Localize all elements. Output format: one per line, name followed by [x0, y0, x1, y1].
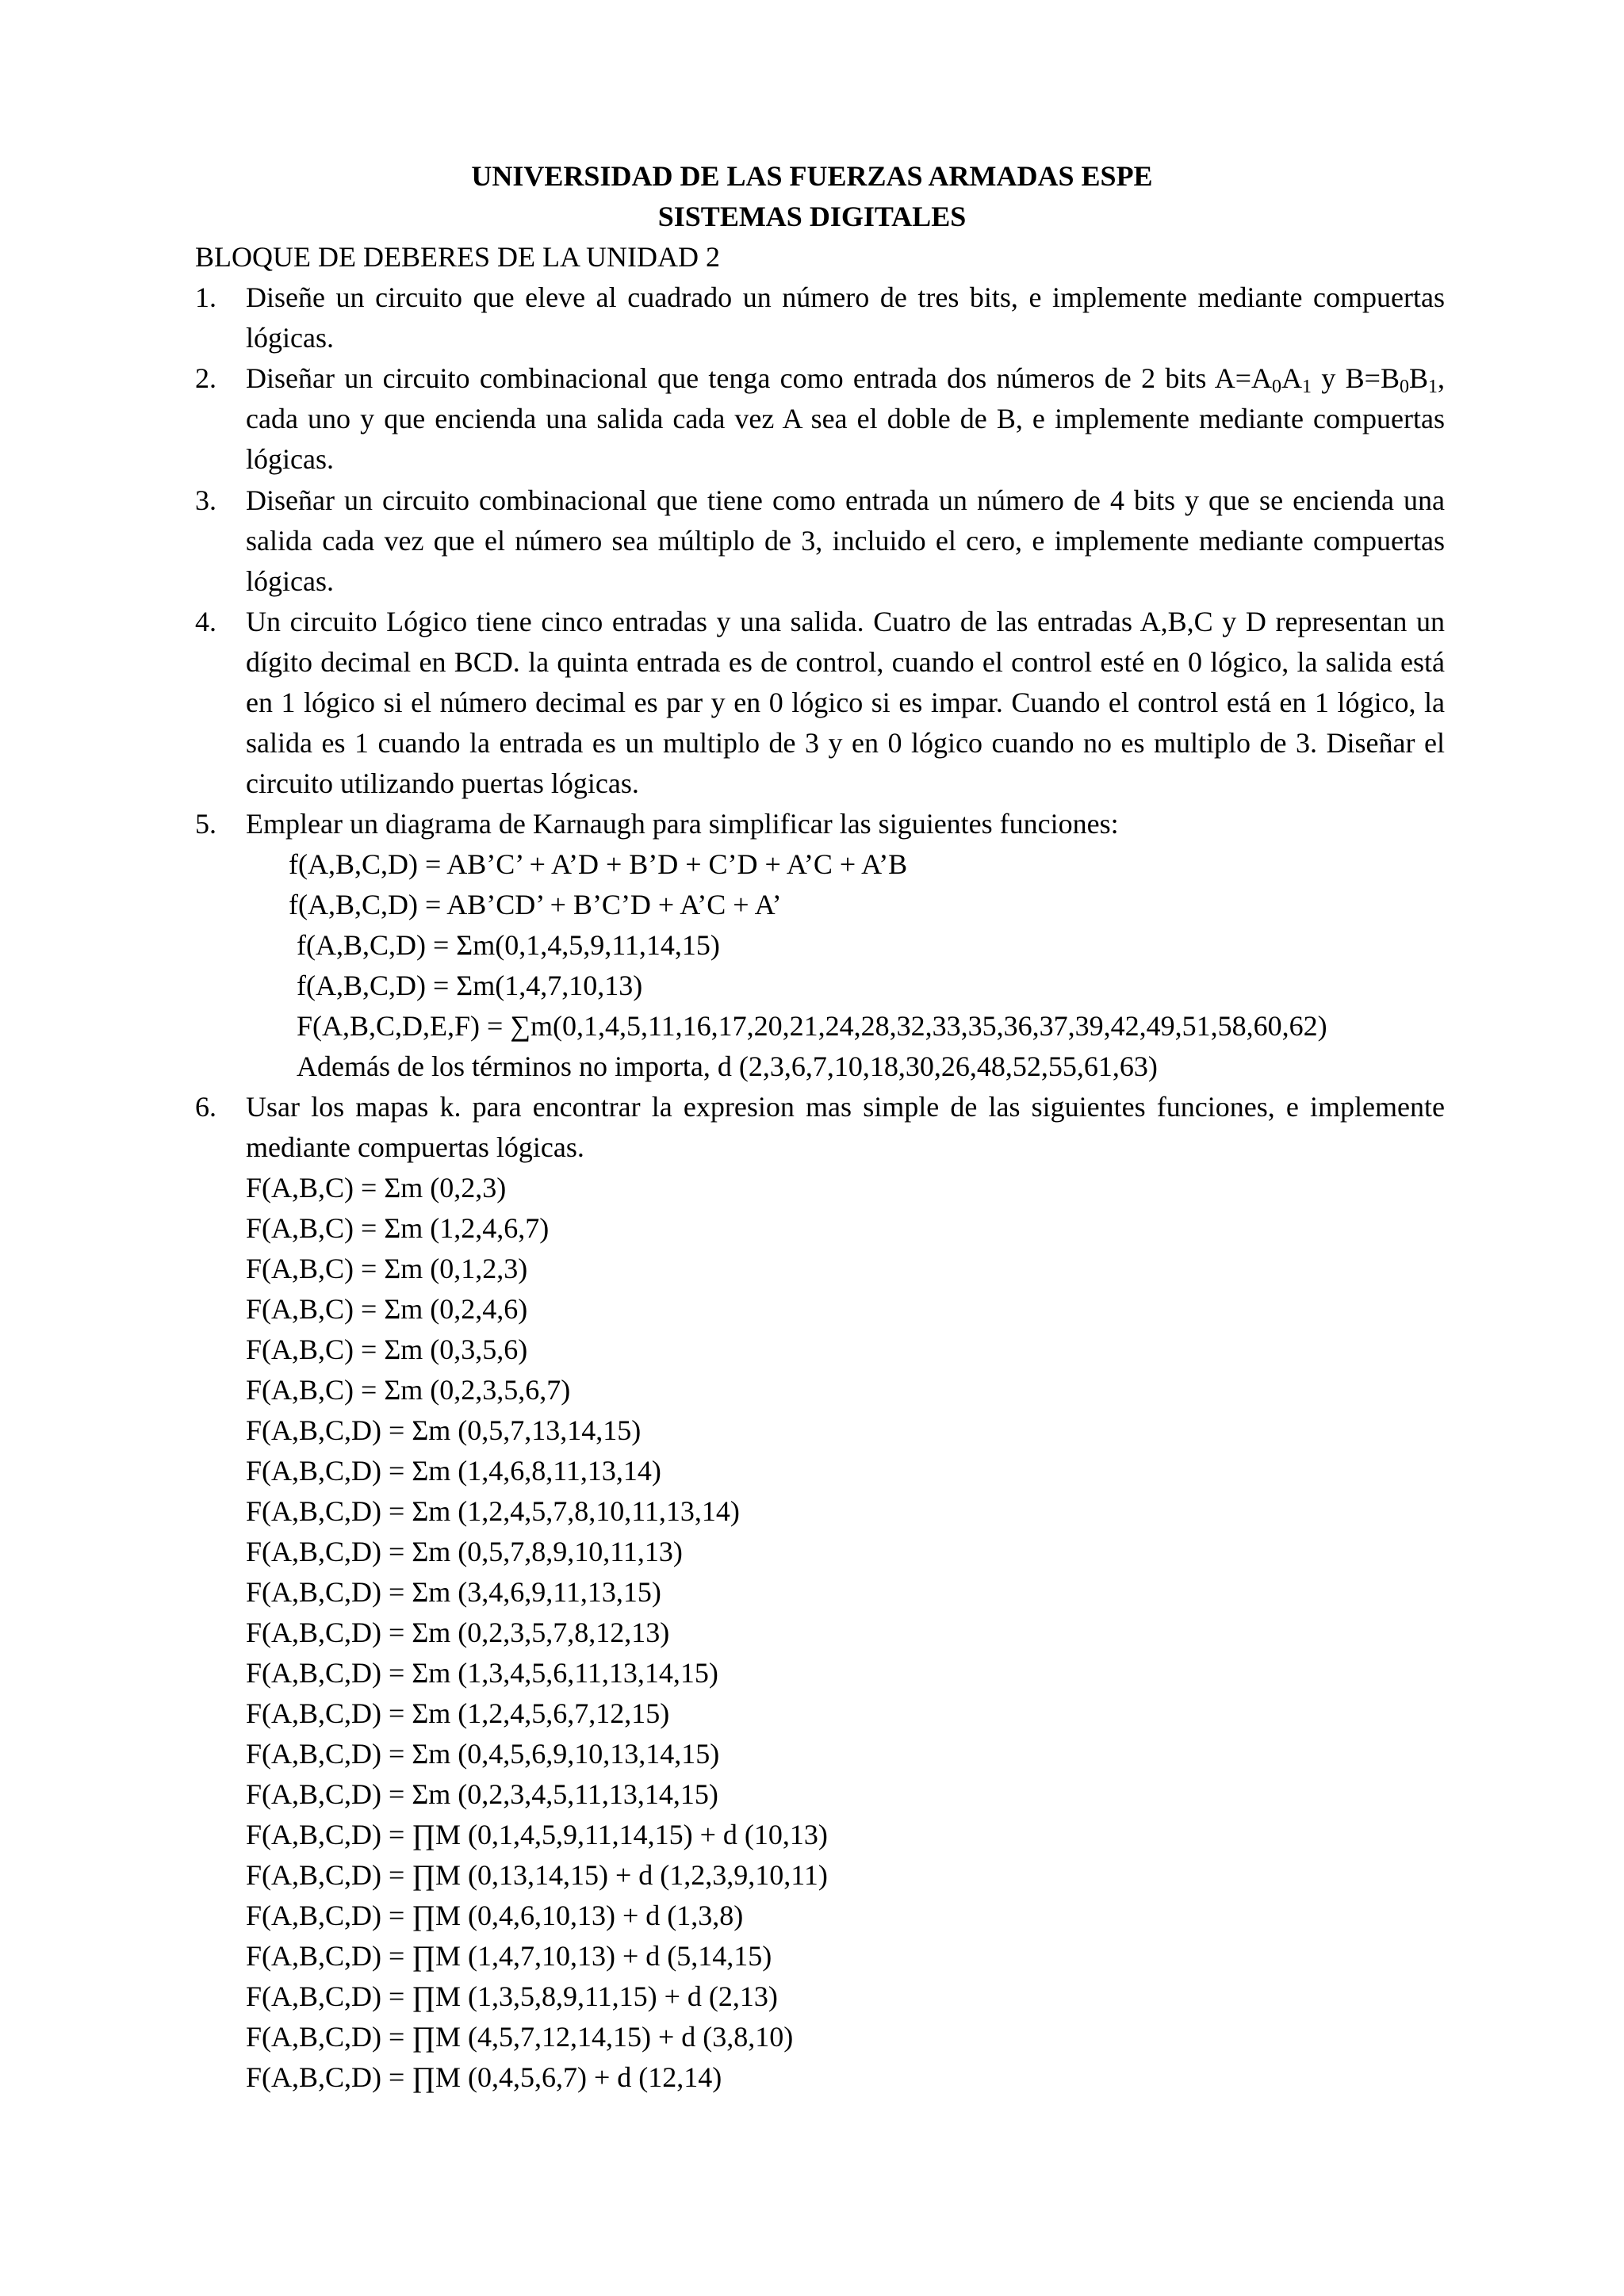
- text-segment: Diseñar un circuito combinacional que tenga como entrada dos números de 2 bits A=A: [246, 362, 1273, 394]
- problem-text: [246, 277, 1445, 358]
- text-segment: ,: [1438, 362, 1445, 394]
- homework-block-title: BLOQUE DE DEBERES DE LA UNIDAD 2: [195, 241, 720, 273]
- text-line: salida cada vez que el número sea múltiplo de 3, incluido el cero, e implemente mediante compuertas: [246, 525, 1445, 557]
- function-expression: F(A,B,C,D) = ∏M (1,4,7,10,13) + d (5,14,15): [246, 1940, 772, 1972]
- function-expression: F(A,B,C,D) = Σm (1,2,4,5,6,7,12,15): [246, 1697, 670, 1729]
- text-line: lógicas.: [246, 322, 334, 354]
- problem-4: [195, 602, 1445, 804]
- function-expression: f(A,B,C,D) = AB’C’ + A’D + B’D + C’D + A’C + A’B: [289, 848, 908, 880]
- function-expression: F(A,B,C,D,E,F) = ∑m(0,1,4,5,11,16,17,20,21,24,28,32,33,35,36,37,39,42,49,51,58,60,62): [297, 1010, 1327, 1042]
- problem-1: [195, 277, 1445, 358]
- problem-6: [195, 1087, 1445, 2098]
- text-line: cada uno y que encienda una salida cada vez A sea el doble de B, e implemente mediante compuertas: [246, 403, 1445, 434]
- problem-number: 6.: [195, 1091, 216, 1123]
- course-title: SISTEMAS DIGITALES: [657, 201, 967, 232]
- function-expression: F(A,B,C) = Σm (0,1,2,3): [246, 1253, 528, 1284]
- function-expression: F(A,B,C,D) = ∏M (1,3,5,8,9,11,15) + d (2,13): [246, 1980, 778, 2012]
- function-expression: F(A,B,C,D) = ∏M (0,1,4,5,9,11,14,15) + d (10,13): [246, 1819, 828, 1850]
- university-title: UNIVERSIDAD DE LAS FUERZAS ARMADAS ESPE: [471, 160, 1153, 192]
- dont-care-terms: Además de los términos no importa, d (2,3,6,7,10,18,30,26,48,52,55,61,63): [297, 1050, 1158, 1082]
- text-line-with-subscripts: [246, 358, 1445, 399]
- function-expression: f(A,B,C,D) = Σm(1,4,7,10,13): [297, 970, 643, 1001]
- subscript: 1: [1302, 377, 1312, 397]
- problem-text: [246, 804, 1445, 1087]
- text-segment: A: [1281, 362, 1303, 394]
- function-expression: F(A,B,C,D) = Σm (1,2,4,5,7,8,10,11,13,14): [246, 1495, 740, 1527]
- function-expression: F(A,B,C,D) = Σm (0,2,3,4,5,11,13,14,15): [246, 1778, 718, 1810]
- function-expression: F(A,B,C,D) = ∏M (0,4,5,6,7) + d (12,14): [246, 2061, 722, 2093]
- problem-number: 3.: [195, 484, 216, 516]
- problem-number: 5.: [195, 808, 216, 840]
- problem-intro: Emplear un diagrama de Karnaugh para simplificar las siguientes funciones:: [246, 808, 1119, 840]
- text-segment: y B=B: [1312, 362, 1400, 394]
- function-expression: F(A,B,C,D) = Σm (0,4,5,6,9,10,13,14,15): [246, 1738, 720, 1770]
- problem-text: [246, 358, 1445, 480]
- function-expression: F(A,B,C,D) = Σm (0,5,7,13,14,15): [246, 1414, 642, 1446]
- problem-text: [246, 1087, 1445, 1168]
- function-expression: F(A,B,C,D) = Σm (0,5,7,8,9,10,11,13): [246, 1536, 683, 1567]
- function-expression: F(A,B,C) = Σm (0,3,5,6): [246, 1334, 528, 1365]
- text-line: dígito decimal en BCD. la quinta entrada es de control, cuando el control esté en 0 lógico, la salida está: [246, 646, 1445, 678]
- function-expression: F(A,B,C) = Σm (0,2,4,6): [246, 1293, 528, 1325]
- function-expression: F(A,B,C,D) = Σm (0,2,3,5,7,8,12,13): [246, 1617, 670, 1648]
- problem-3: [195, 480, 1445, 602]
- function-expression: F(A,B,C,D) = Σm (1,4,6,8,11,13,14): [246, 1455, 661, 1487]
- function-expression: F(A,B,C) = Σm (0,2,3,5,6,7): [246, 1374, 571, 1406]
- function-expression: F(A,B,C,D) = ∏M (0,4,6,10,13) + d (1,3,8): [246, 1900, 744, 1931]
- subscript: 0: [1272, 377, 1282, 397]
- problem-text: [246, 480, 1445, 602]
- text-line: Diseñe un circuito que eleve al cuadrado un número de tres bits, e implemente mediante compuertas: [246, 281, 1445, 313]
- problem-2: [195, 358, 1445, 480]
- problem-number: 1.: [195, 281, 216, 313]
- text-line: lógicas.: [246, 443, 334, 475]
- text-line: Un circuito Lógico tiene cinco entradas y una salida. Cuatro de las entradas A,B,C y D representan un: [246, 606, 1445, 637]
- text-line: Usar los mapas k. para encontrar la expresion mas simple de las siguientes funciones, e implemente: [246, 1091, 1445, 1123]
- text-segment: B: [1408, 362, 1428, 394]
- text-line: mediante compuertas lógicas.: [246, 1131, 584, 1163]
- function-expression: F(A,B,C) = Σm (1,2,4,6,7): [246, 1212, 550, 1244]
- function-expression: F(A,B,C,D) = ∏M (0,13,14,15) + d (1,2,3,9,10,11): [246, 1859, 828, 1891]
- text-line: salida es 1 cuando la entrada es un multiplo de 3 y en 0 lógico cuando no es multiplo de 3. Diseñar el: [246, 727, 1445, 759]
- problem-number: 4.: [195, 606, 216, 637]
- function-list: [246, 1168, 1445, 2098]
- function-expression: F(A,B,C,D) = ∏M (4,5,7,12,14,15) + d (3,8,10): [246, 2021, 794, 2053]
- problem-text: [246, 602, 1445, 804]
- text-line: Diseñar un circuito combinacional que tiene como entrada un número de 4 bits y que se encienda una: [246, 484, 1445, 516]
- text-line: circuito utilizando puertas lógicas.: [246, 767, 639, 799]
- function-expression: f(A,B,C,D) = Σm(0,1,4,5,9,11,14,15): [297, 929, 720, 961]
- function-expression: F(A,B,C) = Σm (0,2,3): [246, 1172, 507, 1203]
- text-line: en 1 lógico si el número decimal es par y en 0 lógico si es impar. Cuando el control está en 1 lógico, la: [246, 687, 1445, 718]
- function-expression: F(A,B,C,D) = Σm (3,4,6,9,11,13,15): [246, 1576, 661, 1608]
- function-expression: F(A,B,C,D) = Σm (1,3,4,5,6,11,13,14,15): [246, 1657, 718, 1689]
- function-expression: f(A,B,C,D) = AB’CD’ + B’C’D + A’C + A’: [289, 889, 782, 920]
- problem-number: 2.: [195, 362, 216, 394]
- subscript: 0: [1399, 377, 1409, 397]
- problem-5: [195, 804, 1445, 1087]
- subscript: 1: [1428, 377, 1438, 397]
- text-line: lógicas.: [246, 565, 334, 597]
